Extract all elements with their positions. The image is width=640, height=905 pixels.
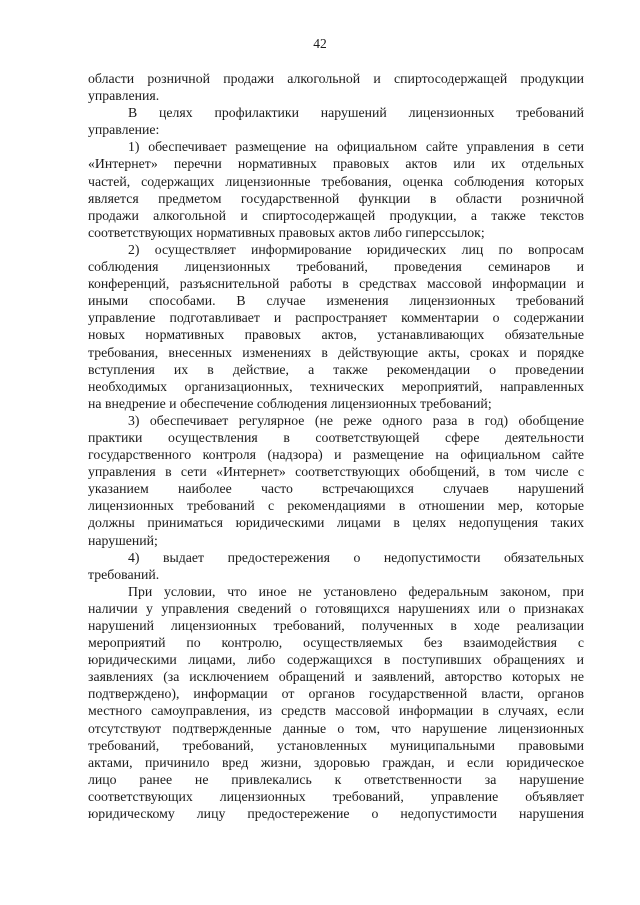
text-line: «Интернет» перечни нормативных правовых актов или их отдельных — [88, 156, 584, 172]
text-line: соответствующих лицензионных требований, управление объявляет — [88, 788, 584, 804]
text-line: частей, содержащих лицензионные требования, оценка соблюдения которых — [88, 173, 584, 189]
text-line: нарушений лицензионных требований, полученных в ходе реализации — [88, 618, 584, 633]
text-line: практики осуществления в соответствующей сфере деятельности — [88, 429, 584, 445]
text-line: наличии у управления сведений о готовящихся нарушениях или о признаках — [88, 600, 584, 616]
text-line: на внедрение и обеспечение соблюдения лицензионных требований; — [88, 395, 492, 411]
paragraph — [88, 241, 584, 412]
text-line: соблюдения лицензионных требований, проведения семинаров и — [88, 259, 584, 275]
text-line: требований. — [88, 566, 160, 582]
text-line: нарушений; — [88, 532, 158, 548]
text-line: юридическими лицами, либо содержащихся в поступивших обращениях и — [88, 652, 584, 668]
text-line: должны приниматься юридическими лицами в целях недопущения таких — [88, 515, 584, 531]
text-line: 4) выдает предостережения о недопустимости обязательных — [128, 549, 584, 565]
text-line: области розничной продажи алкогольной и спиртосодержащей продукции — [88, 71, 584, 86]
text-line: вступления их в действие, а также рекомендации о проведении — [88, 361, 584, 377]
text-line: 1) обеспечивает размещение на официальном сайте управления в сети — [128, 139, 584, 155]
text-line: государственного контроля (надзора) и размещение на официальном сайте — [88, 447, 584, 463]
text-line: актами, причинило вред жизни, здоровью граждан, и если юридическое — [88, 754, 584, 770]
text-line: необходимых организационных, технических мероприятий, направленных — [88, 378, 584, 394]
paragraph — [88, 138, 584, 241]
text-line: требований, требований, установленных муниципальными правовыми — [88, 737, 584, 753]
text-line: новых нормативных правовых актов, устанавливающих обязательные — [88, 327, 584, 343]
text-line: заявлениях (за исключением обращений и заявлений, авторство которых не — [88, 669, 584, 685]
text-line: соответствующих нормативных правовых актов либо гиперссылок; — [88, 224, 485, 240]
text-line: При условии, что иное не установлено федеральным законом, при — [128, 583, 584, 599]
text-line: продажи алкогольной и спиртосодержащей продукции, а также текстов — [88, 207, 584, 223]
text-line: мероприятий по контролю, осуществляемых без взаимодействия с — [88, 635, 584, 651]
paragraph — [88, 70, 584, 104]
text-line: лицо ранее не привлекались к ответственности за нарушение — [88, 771, 584, 787]
text-line: местного самоуправления, из средств массовой информации в случаях, если — [88, 703, 584, 719]
paragraph — [88, 104, 584, 138]
paragraph — [88, 583, 584, 822]
text-line: отсутствуют подтвержденные данные о том, что нарушение лицензионных — [88, 720, 584, 736]
paragraph — [88, 549, 584, 583]
text-line: управление подготавливает и распространяет комментарии о содержании — [88, 310, 584, 326]
text-line: иными способами. В случае изменения лицензионных требований — [88, 293, 584, 309]
text-line: юридическому лицу предостережение о недопустимости нарушения — [88, 806, 584, 822]
text-line: 2) осуществляет информирование юридических лиц по вопросам — [128, 241, 584, 257]
document-body — [88, 70, 584, 822]
text-line: конференций, разъяснительной работы в средствах массовой информации и — [88, 276, 584, 292]
text-line: указанием наиболее часто встречающихся случаев нарушений — [88, 481, 584, 497]
text-line: является предметом государственной функции в области розничной — [88, 190, 584, 206]
text-line: 3) обеспечивает регулярное (не реже одного раза в год) обобщение — [128, 412, 584, 428]
text-line: требования, внесенных изменениях в действующие акты, сроках и порядке — [88, 344, 584, 360]
text-line: управление: — [88, 122, 160, 138]
text-line: подтверждено), информации от органов государственной власти, органов — [88, 686, 584, 702]
text-line: управления в сети «Интернет» соответствующих обобщений, в том числе с — [88, 464, 584, 480]
paragraph — [88, 412, 584, 549]
text-line: управления. — [88, 88, 160, 104]
text-line: лицензионных требований с рекомендациями в отношении мер, которые — [88, 498, 584, 514]
text-line: В целях профилактики нарушений лицензионных требований — [128, 105, 584, 121]
page-number: 42 — [313, 36, 327, 51]
